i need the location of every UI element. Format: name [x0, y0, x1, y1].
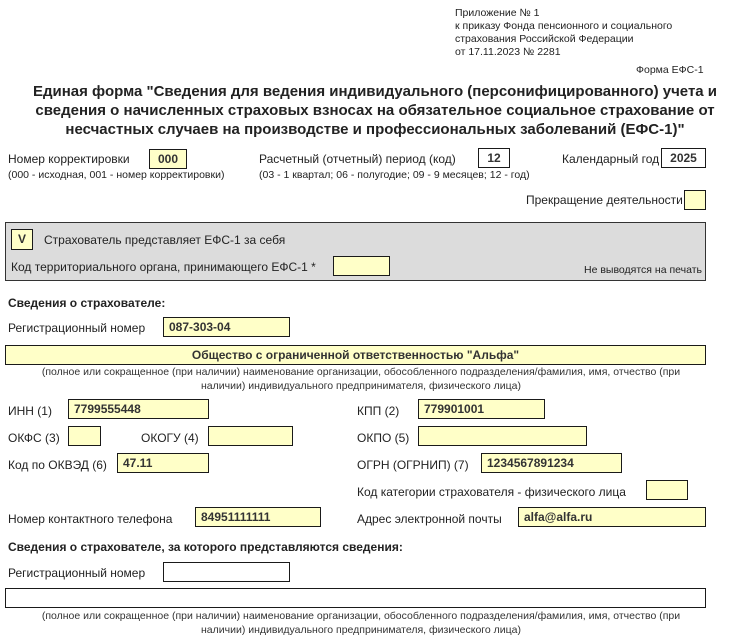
appendix-reference — [455, 7, 672, 59]
email-label: Адрес электронной почты — [357, 512, 502, 526]
hint-line: наличии) индивидуального предпринимателя, физического лица) — [201, 624, 521, 636]
insurer-reg-number-label: Регистрационный номер — [8, 321, 146, 335]
self-submission-label: Страхователь представляет ЕФС-1 за себя — [44, 233, 286, 247]
correction-number-field[interactable]: 000 — [149, 149, 187, 169]
represented-reg-number-label: Регистрационный номер — [8, 566, 146, 580]
kpp-label: КПП (2) — [357, 404, 400, 418]
not-printed-note: Не выводятся на печать — [584, 264, 702, 276]
inn-label: ИНН (1) — [8, 404, 52, 418]
period-hint: (03 - 1 квартал; 06 - полугодие; 09 - 9 месяцев; 12 - год) — [259, 169, 530, 181]
territorial-code-label: Код территориального органа, принимающего ЕФС-1 * — [11, 260, 316, 274]
okogu-label: ОКОГУ (4) — [141, 431, 199, 445]
title-line: несчастных случаев на производстве и профессиональных заболеваний (ЕФС-1)" — [65, 121, 685, 138]
ogrn-field[interactable]: 1234567891234 — [481, 453, 622, 473]
hint-line: (полное или сокращенное (при наличии) наименование организации, обособленного подразделения/фамилия, имя, отчество (при — [41, 366, 681, 378]
kpp-field[interactable]: 779901001 — [418, 399, 545, 419]
termination-checkbox[interactable] — [684, 190, 706, 210]
year-label: Календарный год — [562, 152, 660, 166]
category-field[interactable] — [646, 480, 688, 500]
correction-hint: (000 - исходная, 001 - номер корректировки) — [8, 169, 225, 181]
category-label: Код категории страхователя - физического лица — [357, 485, 626, 499]
okfs-label: ОКФС (3) — [8, 431, 60, 445]
okved-field[interactable]: 47.11 — [117, 453, 209, 473]
insurer-section-title: Сведения о страхователе: — [8, 296, 166, 310]
hint-line: (полное или сокращенное (при наличии) наименование организации, обособленного подразделения/фамилия, имя, отчество (при — [41, 610, 681, 622]
appendix-line: от 17.11.2023 № 2281 — [455, 46, 561, 58]
title-line: Единая форма "Сведения для ведения индивидуального (персонифицированного) учета и — [32, 83, 718, 100]
okogu-field[interactable] — [208, 426, 293, 446]
phone-field[interactable]: 84951111111 — [195, 507, 321, 527]
period-code-field[interactable]: 12 — [478, 148, 510, 168]
termination-label: Прекращение деятельности — [526, 193, 683, 207]
ogrn-label: ОГРН (ОГРНИП) (7) — [357, 458, 469, 472]
appendix-line: страхования Российской Федерации — [455, 33, 634, 45]
represented-org-name-hint — [0, 609, 722, 637]
insurer-org-name-field[interactable]: Общество с ограниченной ответственностью "Альфа" — [5, 345, 706, 365]
okfs-field[interactable] — [68, 426, 101, 446]
form-code: Форма ЕФС-1 — [636, 64, 704, 76]
year-field[interactable]: 2025 — [661, 148, 706, 168]
inn-field[interactable]: 7799555448 — [68, 399, 209, 419]
email-field[interactable]: alfa@alfa.ru — [518, 507, 706, 527]
okpo-field[interactable] — [418, 426, 587, 446]
represented-org-name-field[interactable] — [5, 588, 706, 608]
page-title — [0, 82, 750, 139]
insurer-reg-number-field[interactable]: 087-303-04 — [163, 317, 290, 337]
territorial-code-field[interactable] — [333, 256, 390, 276]
phone-label: Номер контактного телефона — [8, 512, 173, 526]
represented-section-title: Сведения о страхователе, за которого представляются сведения: — [8, 540, 403, 554]
title-line: сведения о начисленных страховых взносах на обязательное социальное страхование от — [35, 102, 715, 119]
appendix-line: Приложение № 1 — [455, 7, 540, 19]
period-label: Расчетный (отчетный) период (код) — [259, 152, 456, 166]
represented-reg-number-field[interactable] — [163, 562, 290, 582]
insurer-org-name-hint — [0, 365, 722, 393]
hint-line: наличии) индивидуального предпринимателя, физического лица) — [201, 380, 521, 392]
appendix-line: к приказу Фонда пенсионного и социального — [455, 20, 673, 32]
correction-label: Номер корректировки — [8, 152, 130, 166]
okved-label: Код по ОКВЭД (6) — [8, 458, 107, 472]
self-submission-checkbox[interactable]: V — [11, 229, 33, 250]
okpo-label: ОКПО (5) — [357, 431, 410, 445]
